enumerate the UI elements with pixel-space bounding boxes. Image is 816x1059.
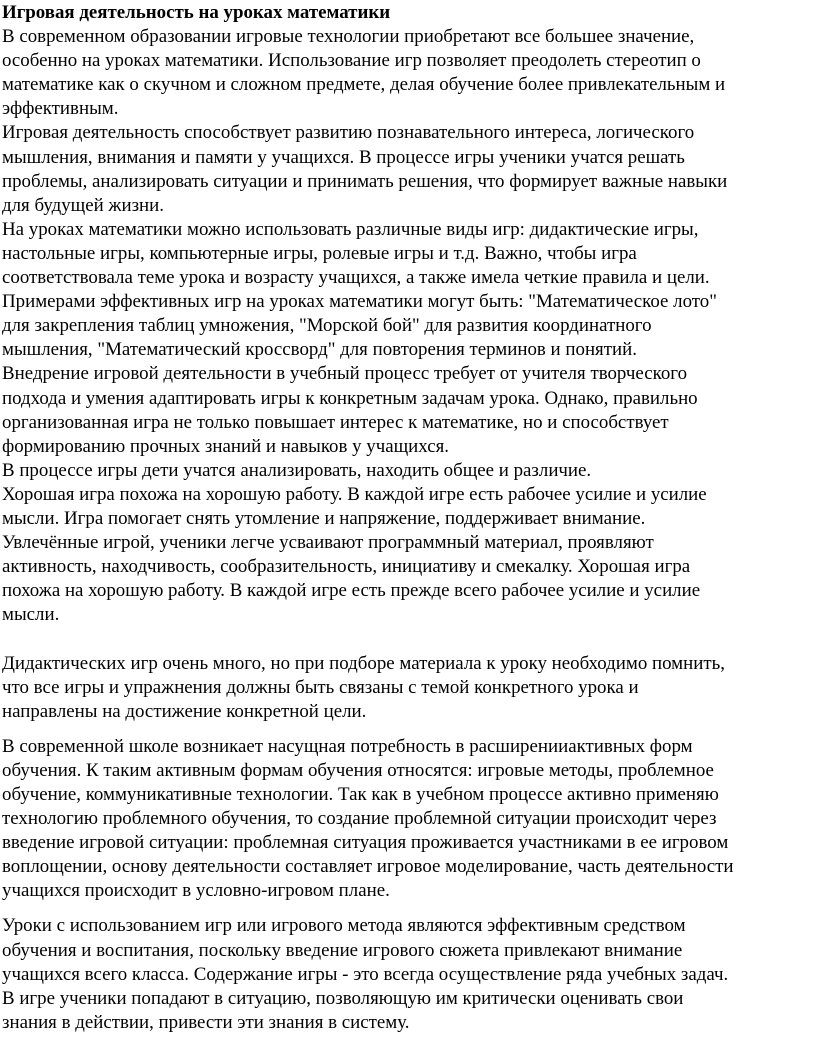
- text-line: воплощении, основу деятельности составляет игровое моделирование, часть деятельности: [2, 856, 734, 878]
- text-line: В современной школе возникает насущная потребность в расширенииактивных форм: [2, 735, 693, 757]
- text-line: похожа на хорошую работу. В каждой игре есть прежде всего рабочее усилие и усилие: [2, 580, 701, 602]
- text-line: Внедрение игровой деятельности в учебный процесс требует от учителя творческого: [2, 363, 688, 385]
- text-line: На уроках математики можно использовать различные виды игр: дидактические игры,: [2, 218, 699, 240]
- text-line: проблемы, анализировать ситуации и принимать решения, что формирует важные навыки: [2, 170, 728, 192]
- text-line: обучение, коммуникативные технологии. Так как в учебном процессе активно применяю: [2, 784, 719, 805]
- paragraph-gap: [2, 903, 816, 914]
- text-line: учащихся всего класса. Содержание игры - это всегда осуществление ряда учебных задач.: [2, 963, 729, 985]
- text-line: мысли. Игра помогает снять утомление и напряжение, поддерживает внимание.: [2, 507, 646, 529]
- document-title: Игровая деятельность на уроках математики: [2, 2, 391, 23]
- paragraph-gap: [2, 724, 816, 735]
- text-line: для будущей жизни.: [2, 194, 164, 216]
- text-line: обучения. К таким активным формам обучения относятся: игровые методы, проблемное: [2, 759, 714, 781]
- text-line: В процессе игры дети учатся анализировать, находить общее и различие.: [2, 459, 592, 481]
- text-line: подхода и умения адаптировать игры к конкретным задачам урока. Однако, правильно: [2, 387, 698, 409]
- text-line: В современном образовании игровые технологии приобретают все большее значение,: [2, 26, 695, 48]
- text-line: учащихся происходит в условно-игровом плане.: [2, 880, 390, 902]
- text-line: особенно на уроках математики. Использование игр позволяет преодолеть стереотип о: [2, 50, 701, 72]
- text-line: мышления, "Математический кроссворд" для повторения терминов и понятий.: [2, 339, 637, 361]
- paragraph-didactic: [2, 652, 816, 724]
- text-line: соответствовала теме урока и возрасту учащихся, а также имела четкие правила и цели.: [2, 267, 710, 289]
- text-line: мысли.: [2, 604, 60, 626]
- text-line: В игре ученики попадают в ситуацию, позволяющую им критически оценивать свои: [2, 987, 684, 1009]
- text-line: Игровая деятельность способствует развитию познавательного интереса, логического: [2, 122, 695, 144]
- text-line: организованная игра не только повышает интерес к математике, но и способствует: [2, 411, 669, 433]
- paragraph-school: [2, 735, 816, 904]
- paragraph-lessons: [2, 914, 816, 1034]
- text-line: формированию прочных знаний и навыков у учащихся.: [2, 435, 449, 457]
- text-line: направлены на достижение конкретной цели.: [2, 700, 367, 722]
- text-line: активность, находчивость, сообразительность, инициативу и смекалку. Хорошая игра: [2, 556, 691, 578]
- text-line: эффективным.: [2, 98, 119, 120]
- text-line: настольные игры, компьютерные игры, ролевые игры и т.д. Важно, чтобы игра: [2, 242, 637, 264]
- text-line: технологию проблемного обучения, то создание проблемной ситуации происходит через: [2, 808, 717, 830]
- paragraph-block-main: [2, 25, 816, 627]
- text-line: математике как о скучном и сложном предмете, делая обучение более привлекательным и: [2, 74, 726, 96]
- text-line: Дидактических игр очень много, но при подборе материала к уроку необходимо помнить,: [2, 652, 725, 674]
- text-line: что все игры и упражнения должны быть связаны с темой конкретного урока и: [2, 676, 639, 698]
- text-line: введение игровой ситуации: проблемная ситуация проживается участниками в ее игровом: [2, 832, 729, 854]
- text-line: знания в действии, привести эти знания в систему.: [2, 1011, 410, 1033]
- text-line: Увлечённые игрой, ученики легче усваивают программный материал, проявляют: [2, 532, 654, 554]
- text-line: мышления, внимания и памяти у учащихся. В процессе игры ученики учатся решать: [2, 146, 685, 168]
- paragraph-gap: [2, 627, 816, 651]
- text-line: Хорошая игра похожа на хорошую работу. В каждой игре есть рабочее усилие и усилие: [2, 483, 707, 505]
- text-line: обучения и воспитания, поскольку введение игрового сюжета привлекают внимание: [2, 939, 683, 961]
- text-line: для закрепления таблиц умножения, "Морской бой" для развития координатного: [2, 315, 652, 337]
- text-line: Примерами эффективных игр на уроках математики могут быть: "Математическое лото": [2, 291, 717, 313]
- text-line: Уроки с использованием игр или игрового метода являются эффективным средством: [2, 915, 686, 937]
